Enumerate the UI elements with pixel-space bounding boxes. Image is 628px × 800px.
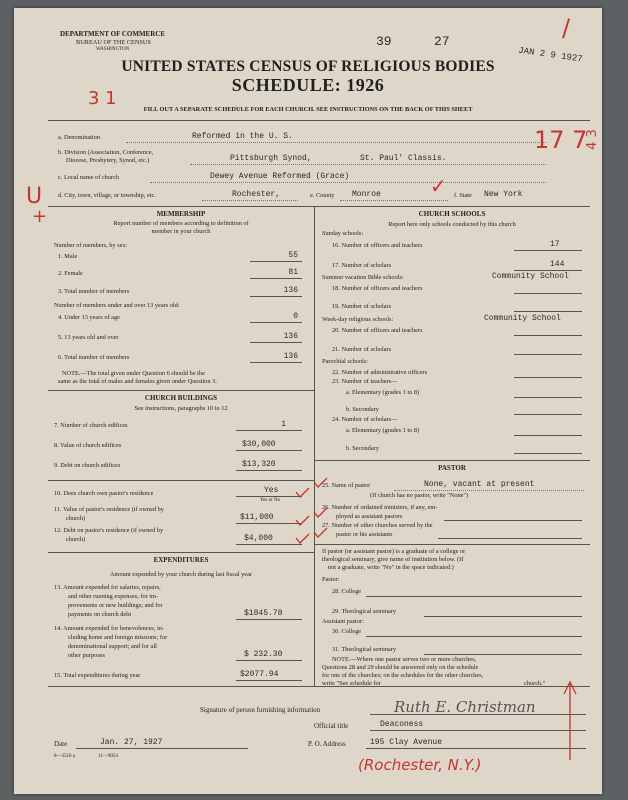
q2-label: 2. Female	[58, 270, 83, 277]
signature-value: Ruth E. Christman	[394, 698, 536, 716]
graduate-note-1: If pastor (or assistant pastor) is a graduate of a college or	[322, 548, 466, 555]
q17-value: 144	[550, 260, 565, 269]
q1-label: 1. Male	[58, 253, 78, 260]
official-title-value: Deaconess	[380, 720, 424, 729]
q14-label-4: other purposes	[68, 652, 105, 659]
membership-note-2: same as the total of males and females given under Question 3.	[58, 378, 217, 385]
pastor-note-5: church."	[524, 680, 546, 687]
q4-label: 4. Under 13 years of age	[58, 314, 120, 321]
q12-label-2: church)	[66, 536, 86, 543]
stamp-number-a: 39	[376, 34, 392, 49]
assistant-label: Assistant pastor:	[322, 618, 364, 625]
expenditures-sub: Amount expended by your church during last fiscal year	[110, 571, 252, 578]
q18-label: 18. Number of officers and teachers	[332, 285, 423, 292]
red-annotation-u: U	[26, 184, 43, 209]
date-value: Jan. 27, 1927	[100, 738, 163, 747]
denomination-label: a. Denomination	[58, 134, 100, 141]
state-value: New York	[484, 190, 523, 199]
q16-value: 17	[550, 240, 560, 249]
county-label: e. County	[310, 192, 335, 199]
parochial-label: Parochial schools:	[322, 358, 368, 365]
city-label-field: d. City, town, village, or township, etc.	[58, 192, 156, 199]
q24-label: 24. Number of scholars—	[332, 416, 398, 423]
q21-label: 21. Number of scholars	[332, 346, 392, 353]
q3-label: 3. Total number of members	[58, 288, 130, 295]
q23a-label: a. Elementary (grades 1 to 8)	[346, 389, 420, 396]
membership-note-1: NOTE.—The total given under Question 6 should be the	[62, 370, 205, 377]
red-annotation-plus: +	[32, 206, 48, 227]
q19-label: 19. Number of scholars	[332, 303, 392, 310]
q14-value: $ 232.30	[244, 650, 283, 659]
city-value: Rochester,	[232, 190, 281, 199]
q12-label-1: 12. Debt on pastor's residence (if owned by	[54, 527, 164, 534]
q31-label: 31. Theological seminary	[332, 646, 397, 653]
division-label-2: Diocese, Presbytery, Synod, etc.)	[66, 157, 150, 164]
q3-value: 136	[283, 286, 298, 295]
expenditures-title: EXPENDITURES	[153, 556, 209, 564]
summer-value: Community School	[492, 272, 569, 281]
pastor-label: Pastor:	[322, 576, 340, 583]
city-label: WASHINGTON	[96, 47, 130, 52]
membership-sub1: Report number of members according to definition of	[113, 220, 249, 227]
local-name-label: c. Local name of church	[58, 174, 120, 181]
members-by-sex-label: Number of members, by sex:	[54, 242, 128, 249]
q25-value: None, vacant at present	[424, 480, 535, 489]
q26-label-2: ployed as assistant pastors	[336, 513, 403, 520]
synod-value: Pittsburgh Synod,	[230, 154, 312, 163]
received-date-stamp: JAN 2 9 1927	[517, 45, 584, 65]
q11-label-1: 11. Value of pastor's residence (if owned by	[54, 506, 164, 513]
q28-label: 28. College	[332, 588, 362, 595]
denomination-value: Reformed in the U. S.	[192, 132, 293, 141]
q8-value: $30,000	[242, 440, 276, 449]
q30-label: 30. College	[332, 628, 362, 635]
q23b-label: b. Secondary	[346, 406, 379, 413]
q1-value: 55	[288, 251, 298, 260]
q2-value: 81	[288, 268, 298, 277]
handwritten-location-note: (Rochester, N.Y.)	[358, 756, 482, 774]
instruction-line: FILL OUT A SEPARATE SCHEDULE FOR EACH CHURCH. SEE INSTRUCTIONS ON THE BACK OF THIS SHEET	[143, 106, 473, 113]
po-address-label: P. O. Address	[308, 740, 346, 748]
q14-label-3: denominational support; and for all	[68, 643, 157, 650]
q24a-label: a. Elementary (grades 1 to 8)	[346, 427, 420, 434]
red-check-county: ✓	[430, 174, 447, 198]
sunday-label: Sunday schools:	[322, 230, 364, 237]
q25-hint: (If church has no pastor, write "None")	[370, 492, 469, 499]
q27-label-2: pastor or his assistants	[336, 531, 393, 538]
schedule-year: SCHEDULE: 1926	[231, 75, 385, 95]
q9-label: 9. Debt on church edifices	[54, 462, 121, 469]
signature-label: Signature of person furnishing information	[200, 706, 321, 714]
under-over-label: Number of members under and over 13 years old:	[54, 302, 180, 309]
q27-label-1: 27. Number of other churches served by the	[322, 522, 433, 529]
division-label-1: b. Division (Association, Conference,	[58, 149, 154, 156]
summer-label: Summer vacation Bible schools:	[322, 274, 404, 281]
form-number-2: 11—9054	[98, 754, 118, 759]
pastor-note-2: Questions 28 and 29 should be answered only on the schedule	[322, 664, 479, 671]
graduate-note-2: theological seminary, give name of institution below. (If	[322, 556, 464, 563]
schools-sub: Report here only schools conducted by this church	[388, 221, 516, 228]
buildings-title: CHURCH BUILDINGS	[144, 394, 218, 402]
pastor-title: PASTOR	[438, 464, 466, 472]
red-annotation-slash: /	[562, 14, 571, 42]
q4-value: 0	[293, 312, 298, 321]
weekday-value: Community School	[484, 314, 561, 323]
po-address-value: 195 Clay Avenue	[370, 738, 443, 747]
pastor-note-1: NOTE.—Where one pastor serves two or more churches,	[332, 656, 477, 663]
q29-label: 29. Theological seminary	[332, 608, 397, 615]
buildings-sub: See instructions, paragraphs 10 to 12	[134, 405, 228, 412]
q13-label-2: and other running expenses; for im-	[68, 593, 159, 600]
pastor-note-4: write "See schedule for	[322, 680, 381, 687]
bureau-label: BUREAU OF THE CENSUS	[76, 39, 151, 46]
red-annotation-layer	[14, 8, 602, 794]
department-label: DEPARTMENT OF COMMERCE	[60, 30, 166, 38]
graduate-note-3: not a graduate, write "No" in the space indicated.)	[328, 564, 454, 571]
stamp-number-b: 27	[434, 34, 450, 49]
q22-label: 22. Number of administrative officers	[332, 369, 428, 376]
q13-label-3: provements or new buildings; and for	[68, 602, 163, 609]
q15-label: 15. Total expenditures during year	[54, 672, 141, 679]
q9-value: $13,320	[242, 460, 276, 469]
q11-value: $11,000	[240, 513, 274, 522]
q16-label: 16. Number of officers and teachers	[332, 242, 423, 249]
q5-value: 136	[283, 332, 298, 341]
q13-label-1: 13. Amount expended for salaries, repairs,	[54, 584, 161, 591]
q12-value: $4,000	[244, 534, 273, 543]
q25-label: 25. Name of pastor	[322, 482, 371, 489]
state-label: f. State	[454, 192, 472, 199]
date-label: Date	[54, 740, 68, 748]
q7-label: 7. Number of church edifices	[54, 422, 128, 429]
q23-label: 23. Number of teachers—	[332, 378, 398, 385]
q5-label: 5. 13 years old and over	[58, 334, 119, 341]
membership-sub2: member in your church	[151, 228, 211, 235]
q10-value: Yes	[264, 486, 279, 495]
red-annotation-code: 17 7	[534, 126, 588, 154]
q13-label-4: payments on church debt	[68, 611, 132, 618]
q17-label: 17. Number of scholars	[332, 262, 392, 269]
red-annotation-code2: 4 3	[584, 129, 600, 150]
schools-title: CHURCH SCHOOLS	[418, 210, 486, 218]
q24b-label: b. Secondary	[346, 445, 379, 452]
q6-label: 6. Total number of members	[58, 354, 130, 361]
pastor-note-3: for one of the churches; on the schedules for the other churches,	[322, 672, 484, 679]
q13-value: $1845.78	[244, 609, 283, 618]
q11-label-2: church)	[66, 515, 86, 522]
q14-label-1: 14. Amount expended for benevolences, in-	[54, 625, 164, 632]
local-name-value: Dewey Avenue Reformed (Grace)	[210, 172, 350, 181]
q26-label-1: 26. Number of ordained ministers, if any, em-	[322, 504, 438, 511]
q20-label: 20. Number of officers and teachers	[332, 327, 423, 334]
q6-value: 136	[283, 352, 298, 361]
official-title-label: Official title	[314, 722, 349, 730]
q10-label: 10. Does church own pastor's residence	[54, 490, 154, 497]
classis-value: St. Paul' Classis.	[360, 154, 447, 163]
weekday-label: Week-day religious schools:	[322, 316, 394, 323]
form-title: UNITED STATES CENSUS OF RELIGIOUS BODIES	[121, 58, 495, 75]
county-value: Monroe	[352, 190, 381, 199]
form-number: 8—3518 a	[54, 754, 75, 759]
q7-value: 1	[281, 420, 286, 429]
red-annotation-31: 3 1	[88, 88, 117, 109]
q15-value: $2077.94	[240, 670, 279, 679]
q8-label: 8. Value of church edifices	[54, 442, 122, 449]
q10-hint: Yes or No	[260, 498, 281, 503]
membership-title: MEMBERSHIP	[156, 210, 206, 218]
q14-label-2: cluding home and foreign missions; for	[68, 634, 168, 641]
census-schedule-page	[14, 8, 602, 794]
